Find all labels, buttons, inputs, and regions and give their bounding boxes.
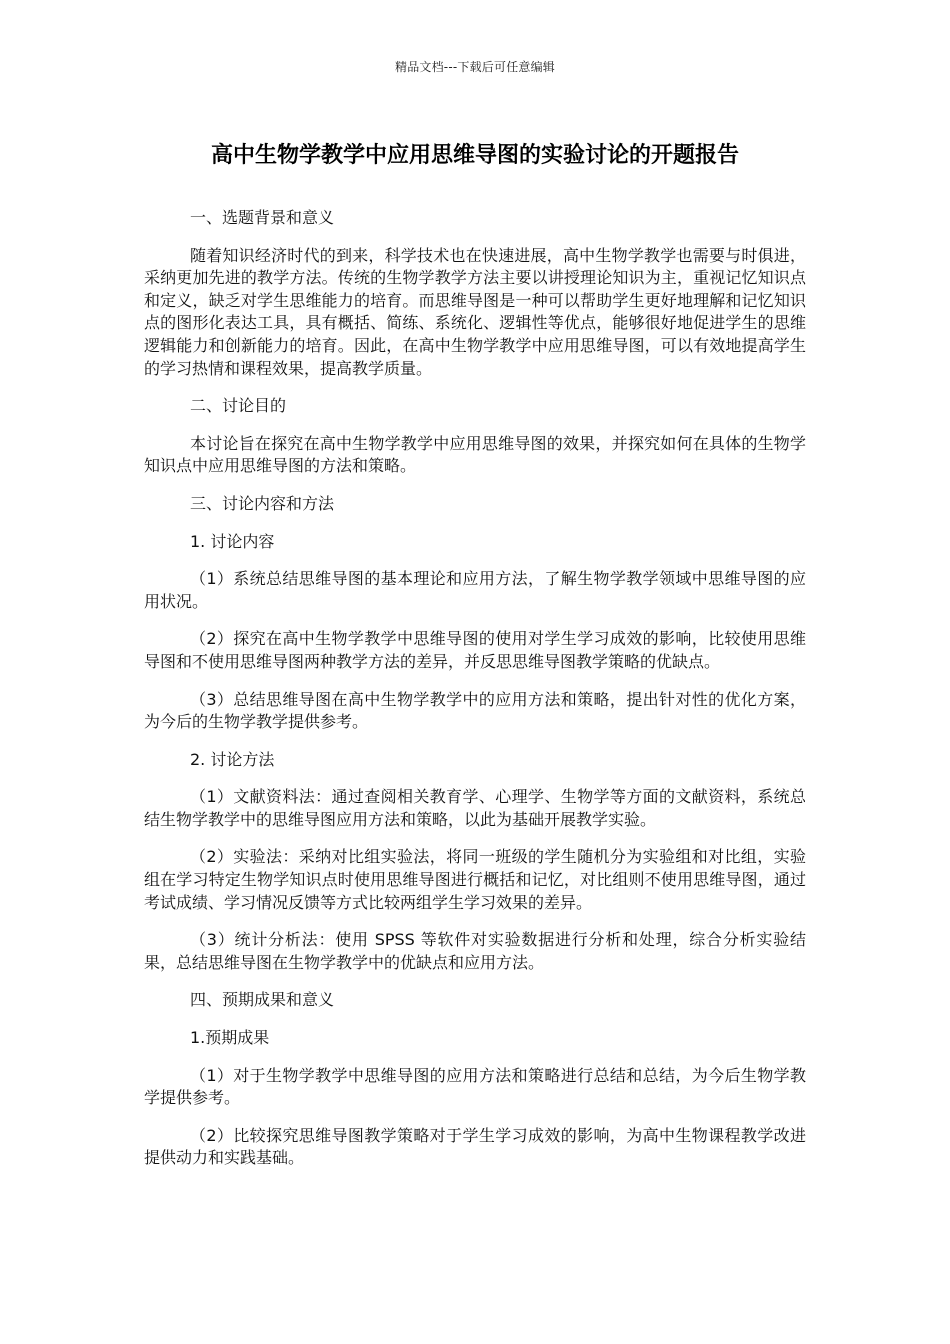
list-item: （2）探究在高中生物学教学中思维导图的使用对学生学习成效的影响，比较使用思维导图和不使用思维导图两种教学方法的差异，并反思思维导图教学策略的优缺点。 <box>144 629 806 671</box>
paragraph-purpose: 本讨论旨在探究在高中生物学教学中应用思维导图的效果，并探究如何在具体的生物学知识点中应用思维导图的方法和策略。 <box>144 433 806 476</box>
list-item: （1）系统总结思维导图的基本理论和应用方法，了解生物学教学领域中思维导图的应用状况。 <box>144 569 806 611</box>
subheading-methods: 2. 讨论方法 <box>190 749 275 769</box>
subheading-content: 1. 讨论内容 <box>190 531 275 551</box>
subheading-expected-results: 1.预期成果 <box>190 1028 270 1048</box>
document-title: 高中生物学教学中应用思维导图的实验讨论的开题报告 <box>210 143 739 168</box>
paragraph-background: 随着知识经济时代的到来，科学技术也在快速进展，高中生物学教学也需要与时俱进，采纳更加先进的教学方法。传统的生物学教学方法主要以讲授理论知识为主，重视记忆知识点和定义，缺乏对学生思维能力的培育。而思维导图是一种可以帮助学生更好地理解和记忆知识点的图形化表达工具，具有概括、简练、系统化、逻辑性等优点，能够很好地促进学生的思维逻辑能力和创新能力的培育。因此，在高中生物学教学中应用思维导图，可以有效地提高学生的学习热情和课程效果，提高教学质量。 <box>144 245 806 378</box>
section-heading-purpose: 二、讨论目的 <box>190 396 287 416</box>
header-note: 精品文档---下载后可任意编辑 <box>395 60 555 74</box>
list-item: （2）实验法：采纳对比组实验法，将同一班级的学生随机分为实验组和对比组，实验组在学习特定生物学知识点时使用思维导图进行概括和记忆，对比组则不使用思维导图，通过考试成绩、学习情况反馈等方式比较两组学生学习效果的差异。 <box>144 847 806 912</box>
list-item: （1）文献资料法：通过查阅相关教育学、心理学、生物学等方面的文献资料，系统总结生物学教学中的思维导图应用方法和策略，以此为基础开展教学实验。 <box>144 787 806 829</box>
section-heading-content-methods: 三、讨论内容和方法 <box>190 493 335 513</box>
document-body <box>144 207 806 1185</box>
list-item: （1）对于生物学教学中思维导图的应用方法和策略进行总结和总结，为今后生物学教学提供参考。 <box>144 1065 806 1108</box>
section-heading-expected-results: 四、预期成果和意义 <box>190 990 335 1010</box>
list-item: （3）总结思维导图在高中生物学教学中的应用方法和策略，提出针对性的优化方案，为今后的生物学教学提供参考。 <box>144 689 806 732</box>
list-item: （2）比较探究思维导图教学策略对于学生学习成效的影响，为高中生物课程教学改进提供动力和实践基础。 <box>144 1125 806 1168</box>
list-item: （3）统计分析法：使用 SPSS 等软件对实验数据进行分析和处理，综合分析实验结果，总结思维导图在生物学教学中的优缺点和应用方法。 <box>144 930 806 972</box>
section-heading-background: 一、选题背景和意义 <box>190 208 335 227</box>
